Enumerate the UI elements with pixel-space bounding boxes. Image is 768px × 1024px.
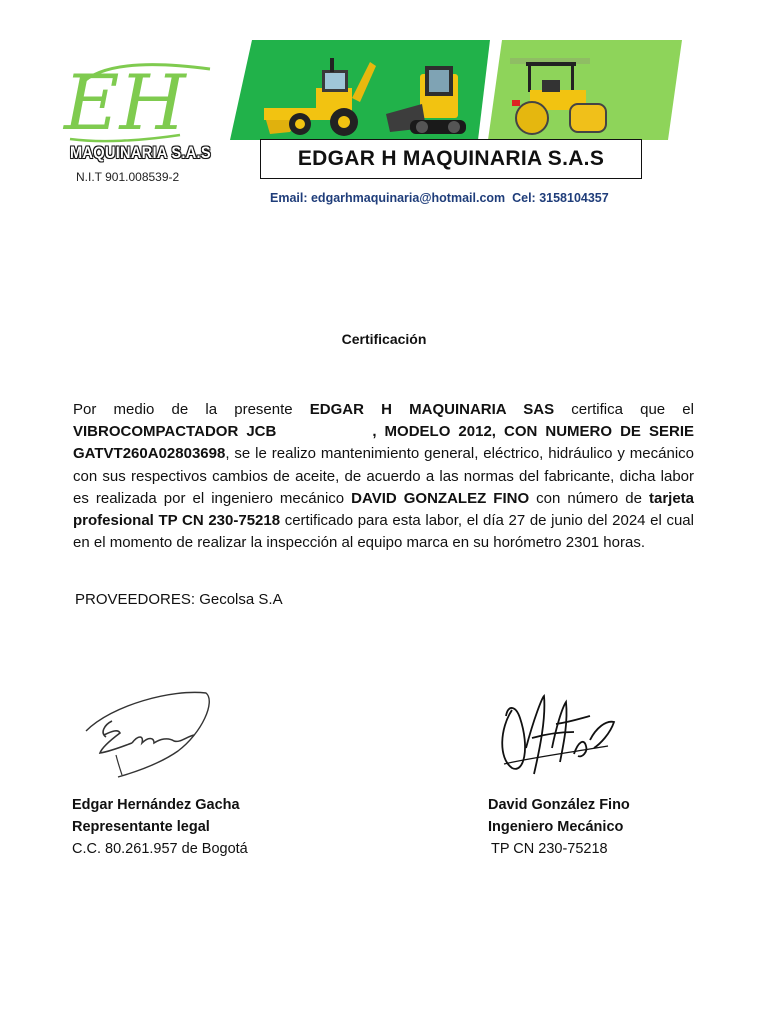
body-engineer: DAVID GONZALEZ FINO — [351, 489, 530, 507]
certificate-body — [73, 399, 694, 554]
signatory-left — [72, 794, 248, 860]
body-text-4: con número de — [529, 489, 649, 507]
signature-david — [490, 688, 622, 788]
contact-line: Email: edgarhmaquinaria@hotmail.com Cel: 3158104357 — [270, 191, 609, 205]
signature-edgar — [82, 685, 214, 783]
company-name-box: EDGAR H MAQUINARIA S.A.S — [260, 139, 642, 179]
signatory-id: C.C. 80.261.957 de Bogotá — [72, 841, 248, 857]
body-text-5: certificado para esta labor, el día 27 de junio del 2024 el cual en el momento de realizar la inspección al equipo marca en su horómetro 2301 horas. — [73, 512, 694, 552]
document-title: Certificación — [341, 331, 427, 347]
logo-initials: EH — [64, 58, 186, 145]
body-model-serial: , MODELO 2012, CON NUMERO DE SERIE GATVT260A02803698 — [73, 423, 694, 463]
signatory-right — [488, 794, 630, 860]
body-text-3: , se le realizo mantenimiento general, eléctrico, hidráulico y mecánico con sus respectivos cambios de aceite, de acuerdo a las normas del fabricante, dicha labor es realizada por el ingeniero mecánico — [73, 445, 694, 507]
signatory-role: Ingeniero Mecánico — [488, 819, 624, 835]
company-logo — [60, 55, 230, 145]
body-text-1: Por medio de la presente — [73, 401, 310, 418]
signatory-name: Edgar Hernández Gacha — [72, 797, 240, 813]
nit-number: N.I.T 901.008539-2 — [76, 170, 180, 184]
signatory-role: Representante legal — [72, 819, 210, 835]
body-text-2: certifica que el — [554, 401, 694, 418]
signatory-id: TP CN 230-75218 — [491, 841, 608, 857]
header-banner — [230, 40, 682, 140]
body-company: EDGAR H MAQUINARIA SAS — [309, 401, 555, 418]
logo-subtitle: MAQUINARIA S.A.S — [70, 143, 211, 162]
signatory-name: David González Fino — [488, 797, 630, 813]
body-license: tarjeta profesional TP CN 230-75218 — [73, 489, 695, 530]
providers-line: PROVEEDORES: Gecolsa S.A — [75, 591, 283, 608]
body-equipment: VIBROCOMPACTADOR JCB — [73, 423, 277, 441]
